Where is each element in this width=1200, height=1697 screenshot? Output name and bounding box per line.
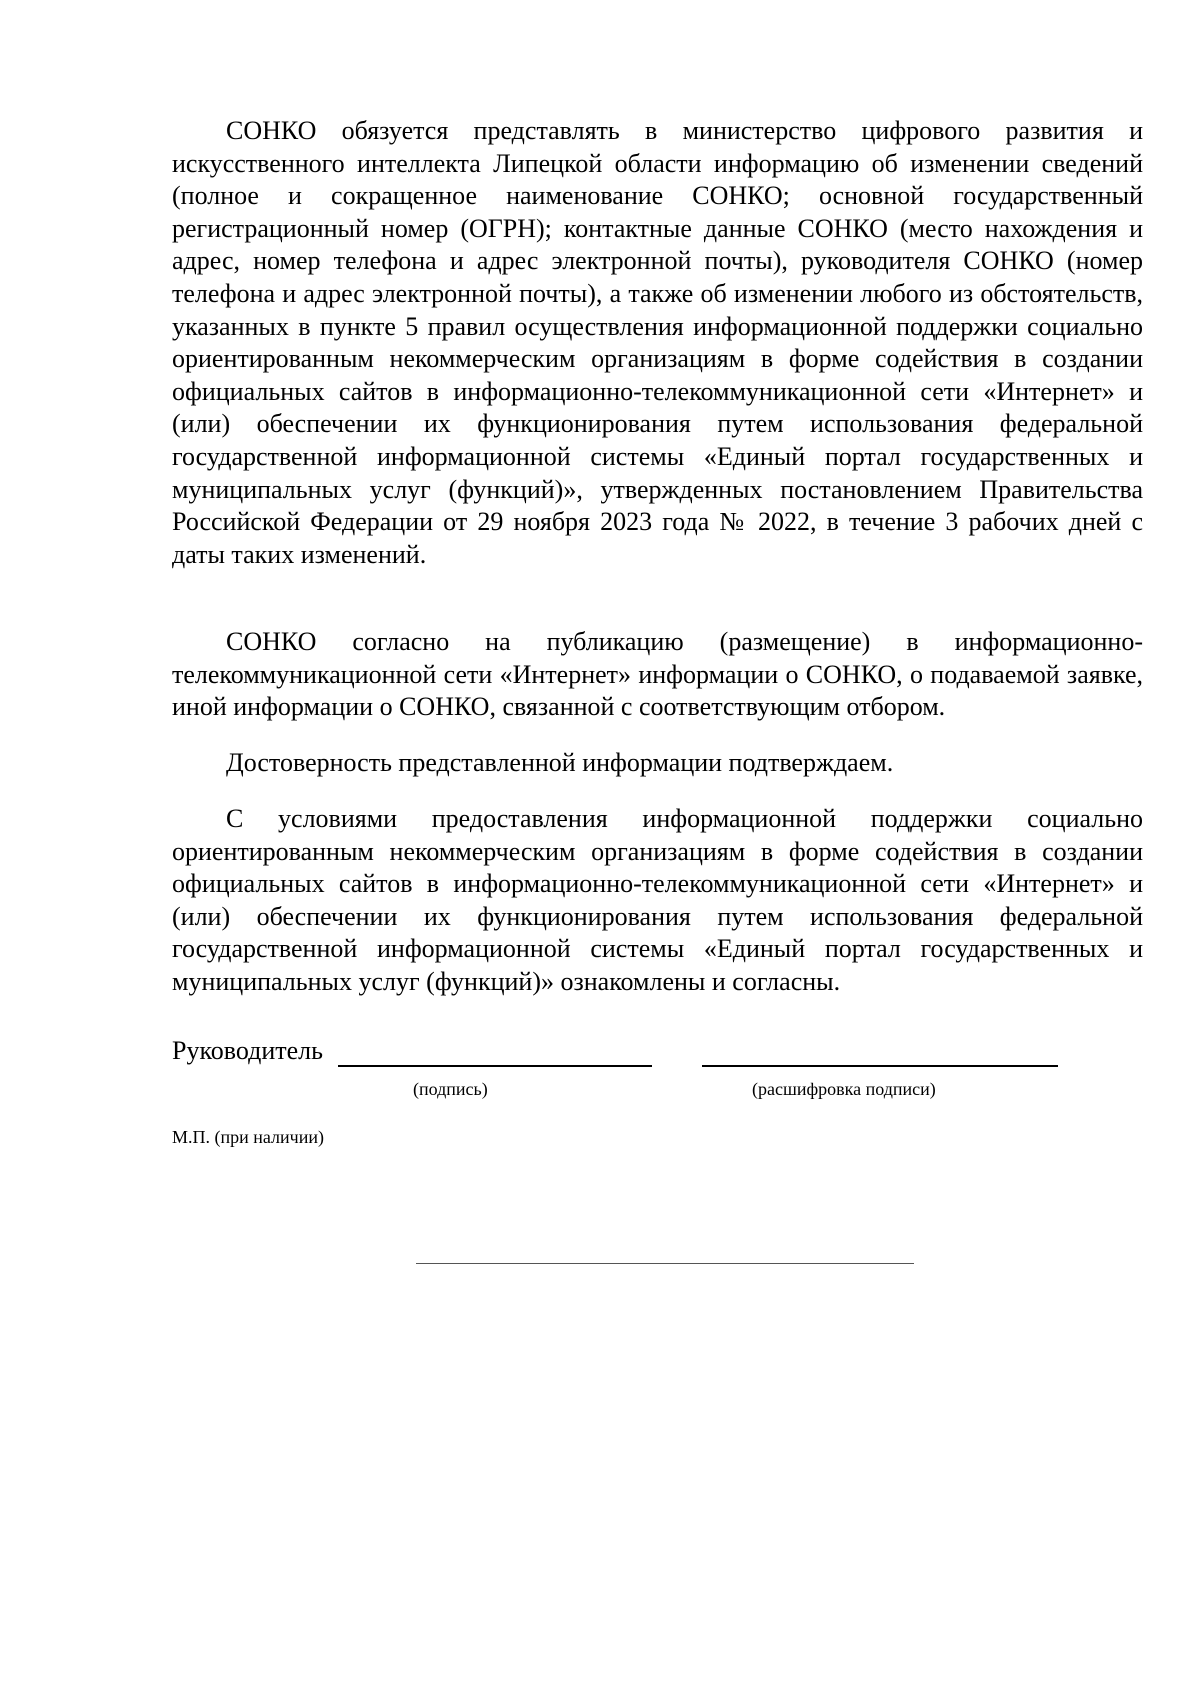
paragraph-accuracy-confirmation: Достоверность представленной информации подтверждаем. (226, 748, 894, 777)
paragraph-publication-consent: СОНКО согласно на публикацию (размещение) в информационно-телекоммуникационной сети «Интернет» информации о СОНКО, о подаваемой заявке, иной информации о СОНКО, связанной с соответствующим отбором. (172, 627, 1143, 722)
stamp-note: М.П. (при наличии) (172, 1127, 324, 1147)
paragraph-obligation: СОНКО обязуется представлять в министерство цифрового развития и искусственного интеллекта Липецкой области информацию об изменении сведений (полное и сокращенное наименование СОНКО; основной государственный регистрационный номер (ОГРН); контактные данные СОНКО (место нахождения и адрес, номер телефона и адрес электронной почты), руководителя СОНКО (номер телефона и адрес электронной почты), а также об изменении любого из обстоятельств, указанных в пункте 5 правил осуществления информационной поддержки социально ориентированным некоммерческим организациям в форме содействия в создании официальных сайтов в информационно-телекоммуникационной сети «Интернет» и (или) обеспечении их функционирования путем использования федеральной государственной информационной системы «Единый портал государственных и муниципальных услуг (функций)», утвержденных постановлением Правительства Российской Федерации от 29 ноября 2023 года № 2022, в течение 3 рабочих дней с даты таких изменений. (172, 116, 1143, 569)
signature-caption: (подпись) (413, 1079, 488, 1099)
signature-decoding-caption: (расшифровка подписи) (752, 1079, 936, 1099)
signature-decoding-line (702, 1065, 1058, 1067)
signature-block (172, 1035, 1143, 1071)
end-divider (416, 1263, 914, 1264)
signature-line (338, 1065, 652, 1067)
paragraph-conditions-agreement: С условиями предоставления информационной поддержки социально ориентированным некоммерческим организациям в форме содействия в создании официальных сайтов в информационно-телекоммуникационной сети «Интернет» и (или) обеспечении их функционирования путем использования федеральной государственной информационной системы «Единый портал государственных и муниципальных услуг (функций)» ознакомлены и согласны. (172, 804, 1143, 996)
signature-label: Руководитель (172, 1036, 323, 1065)
